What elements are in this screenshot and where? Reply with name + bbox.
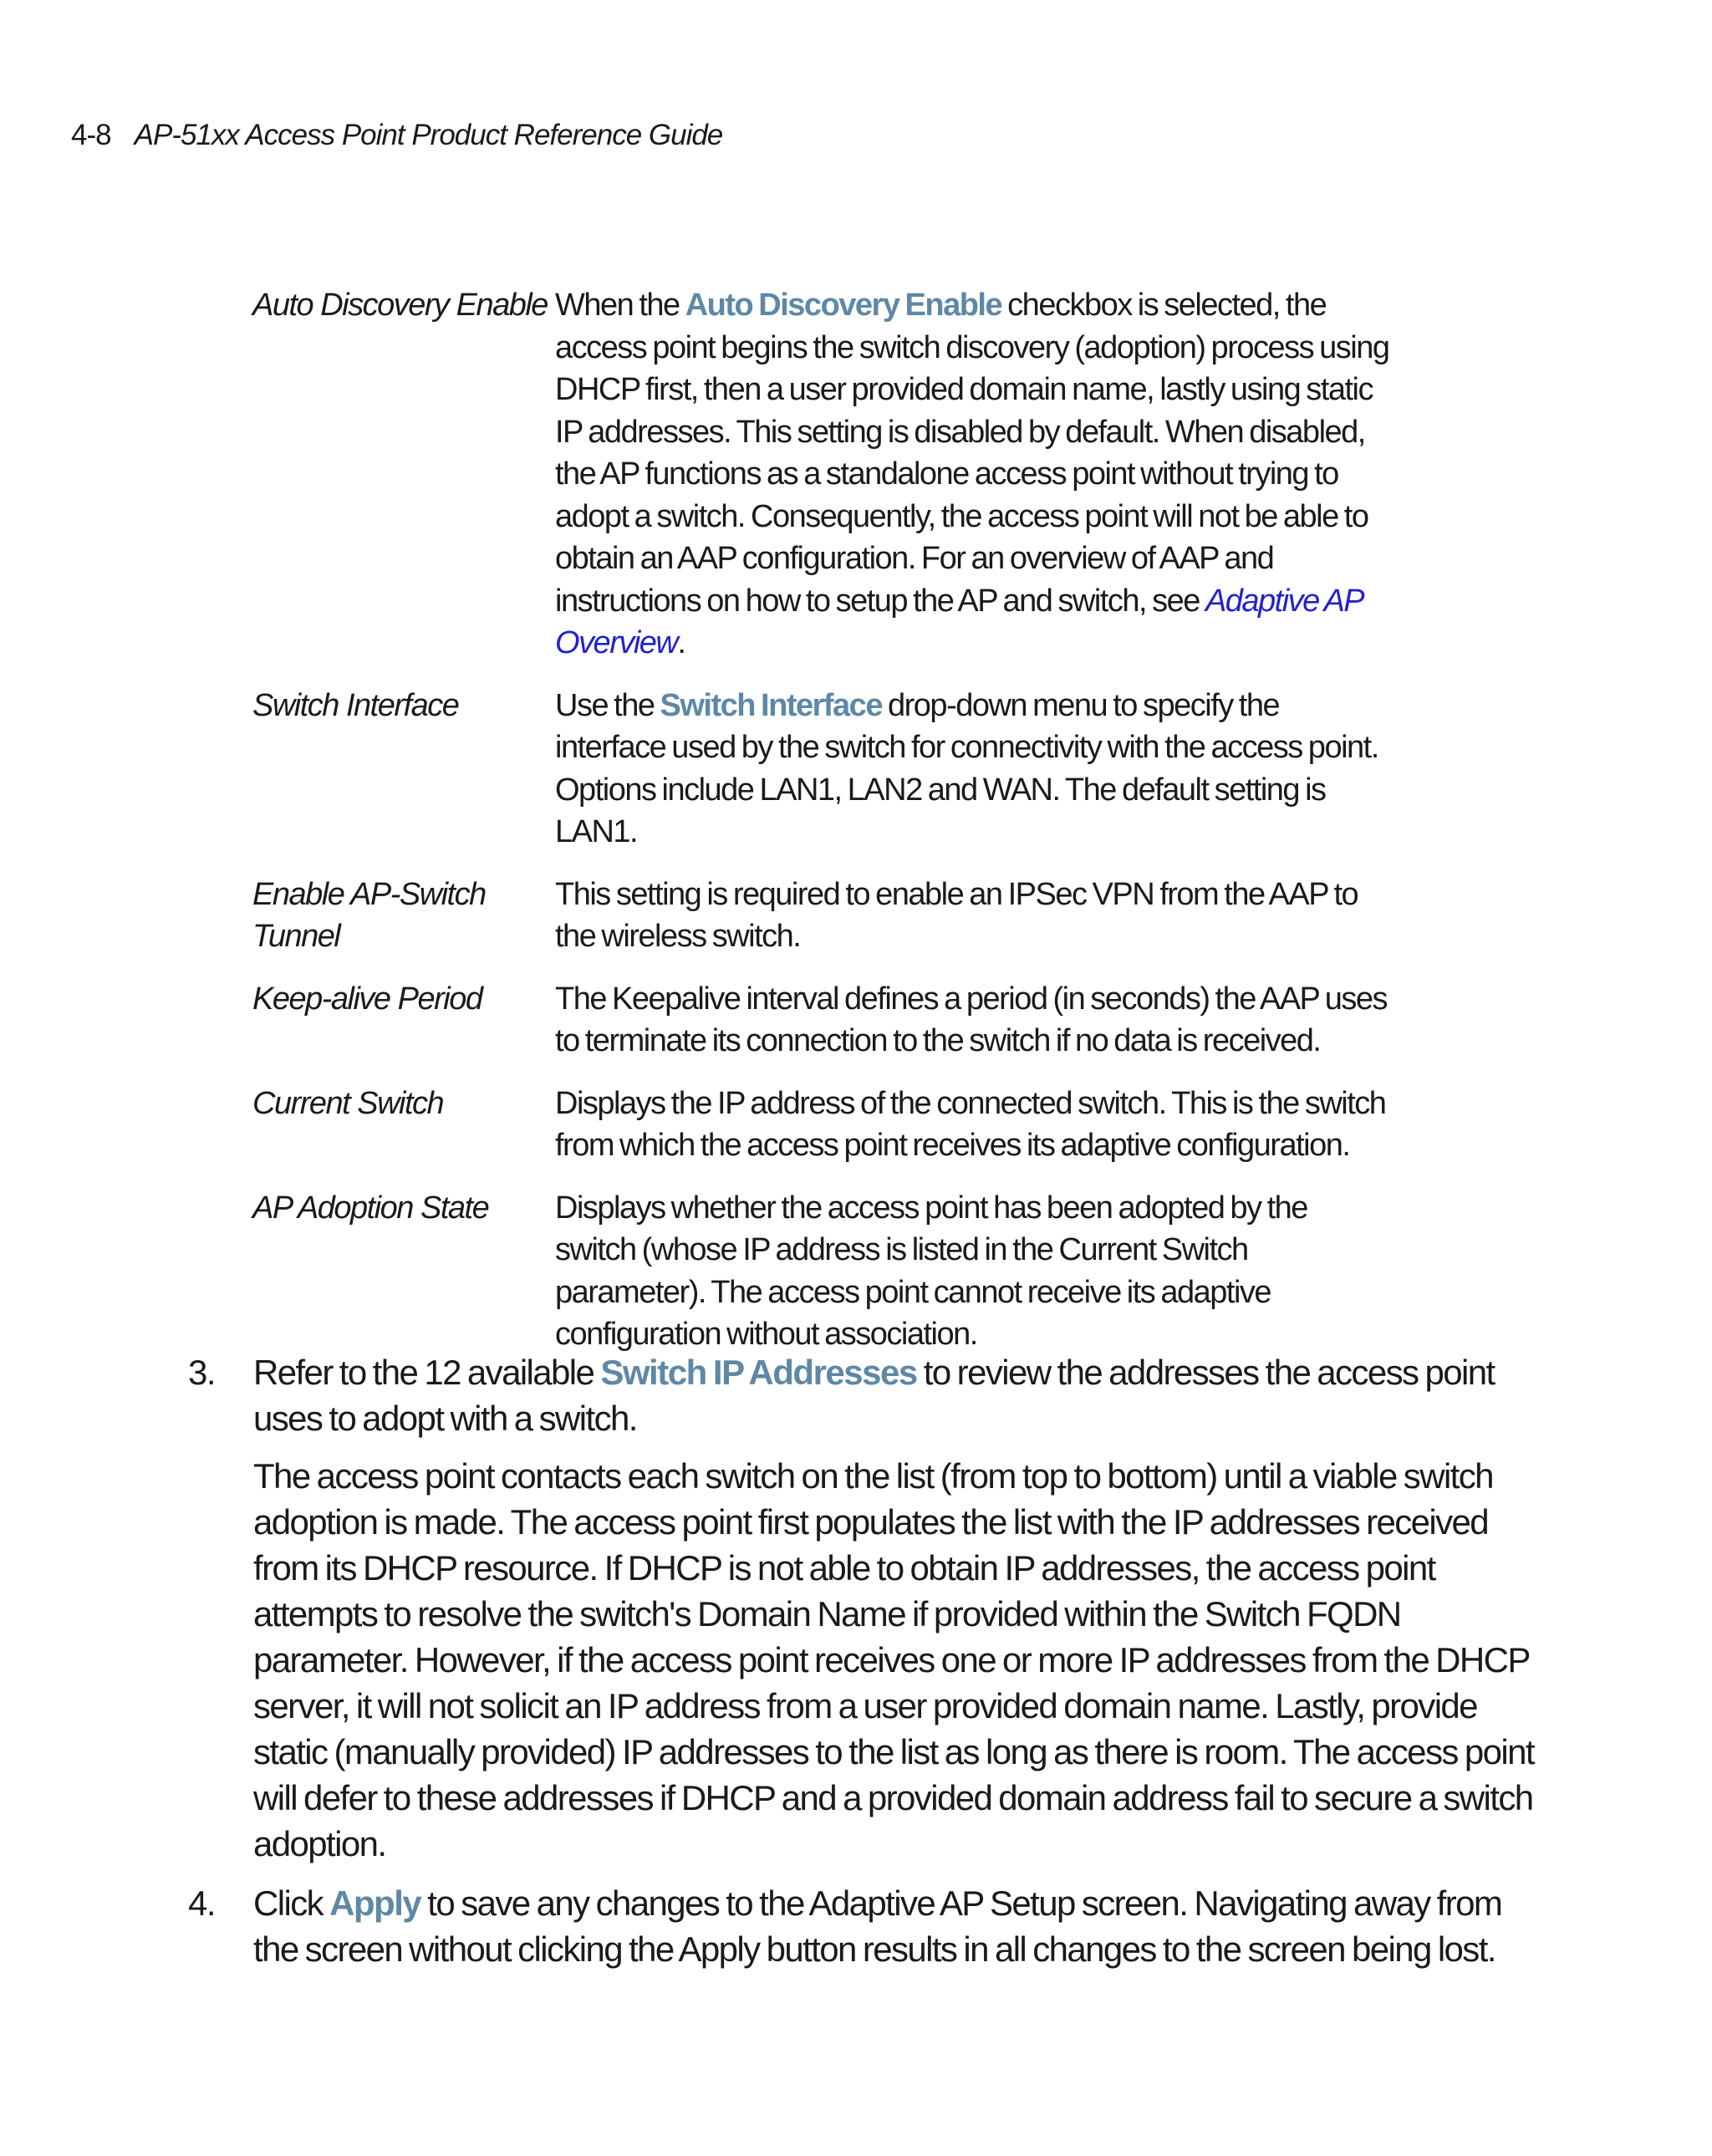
param-name: Current Switch	[252, 1085, 444, 1121]
step-body	[253, 1349, 1541, 1867]
desc-text: checkbox is selected, the access point begins the switch discovery (adoption) process using DHCP first, then a user provided domain name, lastly using static IP addresses. This setting is disabled by default. When disabled, the AP functions as a standalone access point without trying to adopt a switch. Consequently, the access point will not be able to obtain an AAP configuration. For an overview of AAP and instructions on how to setup the AP and switch, see	[555, 288, 1389, 619]
param-name: Keep-alive Period	[252, 981, 482, 1017]
desc-text: .	[677, 625, 685, 660]
step-explanation: The access point contacts each switch on the list (from top to bottom) until a viable switch adoption is made. The access point first populates the list with the IP addresses received from its DHCP resource. If DHCP is not able to obtain IP addresses, the access point attempts to resolve the switch's Domain Name if provided within the Switch FQDN parameter. However, if the access point receives one or more IP addresses from the DHCP server, it will not solicit an IP address from a user provided domain name. Lastly, provide static (manually provided) IP addresses to the list as long as there is room. The access point will defer to these addresses if DHCP and a provided domain address fail to secure a switch adoption.	[253, 1456, 1534, 1863]
running-header	[71, 119, 722, 152]
step-text: Refer to the 12 available	[253, 1353, 601, 1392]
param-row-adoption-state	[252, 1187, 1423, 1356]
desc-text: drop-down menu to specify the interface used by the switch for connectivity with the access point. Options include LAN1, LAN2 and WAN. The default setting is LAN1.	[555, 687, 1378, 849]
step-text: Click	[253, 1883, 330, 1923]
parameter-table	[252, 284, 1423, 1376]
desc-text: When the	[555, 288, 685, 323]
step-number: 4.	[188, 1883, 216, 1923]
step-instruction	[253, 1349, 1541, 1441]
ui-term: Switch IP Addresses	[600, 1353, 917, 1392]
param-description: Displays whether the access point has been adopted by the switch (whose IP address is listed in the Current Switch parameter). The access point cannot receive its adaptive configuration without association.	[555, 1190, 1307, 1352]
param-row-switch-interface	[252, 685, 1423, 854]
param-row-auto-discovery	[252, 284, 1423, 665]
param-description: Displays the IP address of the connected switch. This is the switch from which the access point receives its adaptive configuration.	[555, 1085, 1386, 1163]
param-name: AP Adoption State	[252, 1190, 489, 1226]
step-number: 3.	[188, 1353, 216, 1392]
param-description: The Keepalive interval defines a period (in seconds) the AAP uses to terminate its connection to the switch if no data is received.	[555, 981, 1388, 1058]
param-name: Auto Discovery Enable	[252, 288, 548, 323]
step-3	[188, 1349, 1542, 1867]
step-text: to save any changes to the Adaptive AP Setup screen. Navigating away from the screen without clicking the Apply button results in all changes to the screen being lost.	[253, 1883, 1502, 1969]
param-description	[555, 284, 1391, 665]
param-row-current-switch	[252, 1083, 1423, 1167]
param-description	[555, 685, 1391, 854]
ui-term: Auto Discovery Enable	[685, 288, 1002, 323]
param-row-keep-alive	[252, 978, 1423, 1063]
desc-text: Use the	[555, 687, 660, 723]
procedure-steps	[188, 1349, 1542, 1985]
param-name: Enable AP-Switch Tunnel	[252, 876, 486, 954]
param-row-ap-switch-tunnel	[252, 874, 1423, 958]
step-body	[253, 1880, 1541, 1972]
cross-reference-link[interactable]: Adaptive AP Overview	[555, 583, 1363, 660]
step-text: to review the addresses the access point uses to adopt with a switch.	[253, 1353, 1495, 1438]
guide-title: AP-51xx Access Point Product Reference Guide	[134, 119, 723, 151]
step-4	[188, 1880, 1542, 1972]
param-description: This setting is required to enable an IPSec VPN from the AAP to the wireless switch.	[555, 876, 1358, 954]
ui-term: Apply	[329, 1883, 421, 1923]
step-instruction	[253, 1880, 1541, 1972]
ui-term: Switch Interface	[660, 687, 882, 723]
page-number: 4-8	[71, 119, 111, 151]
param-name: Switch Interface	[252, 687, 459, 723]
